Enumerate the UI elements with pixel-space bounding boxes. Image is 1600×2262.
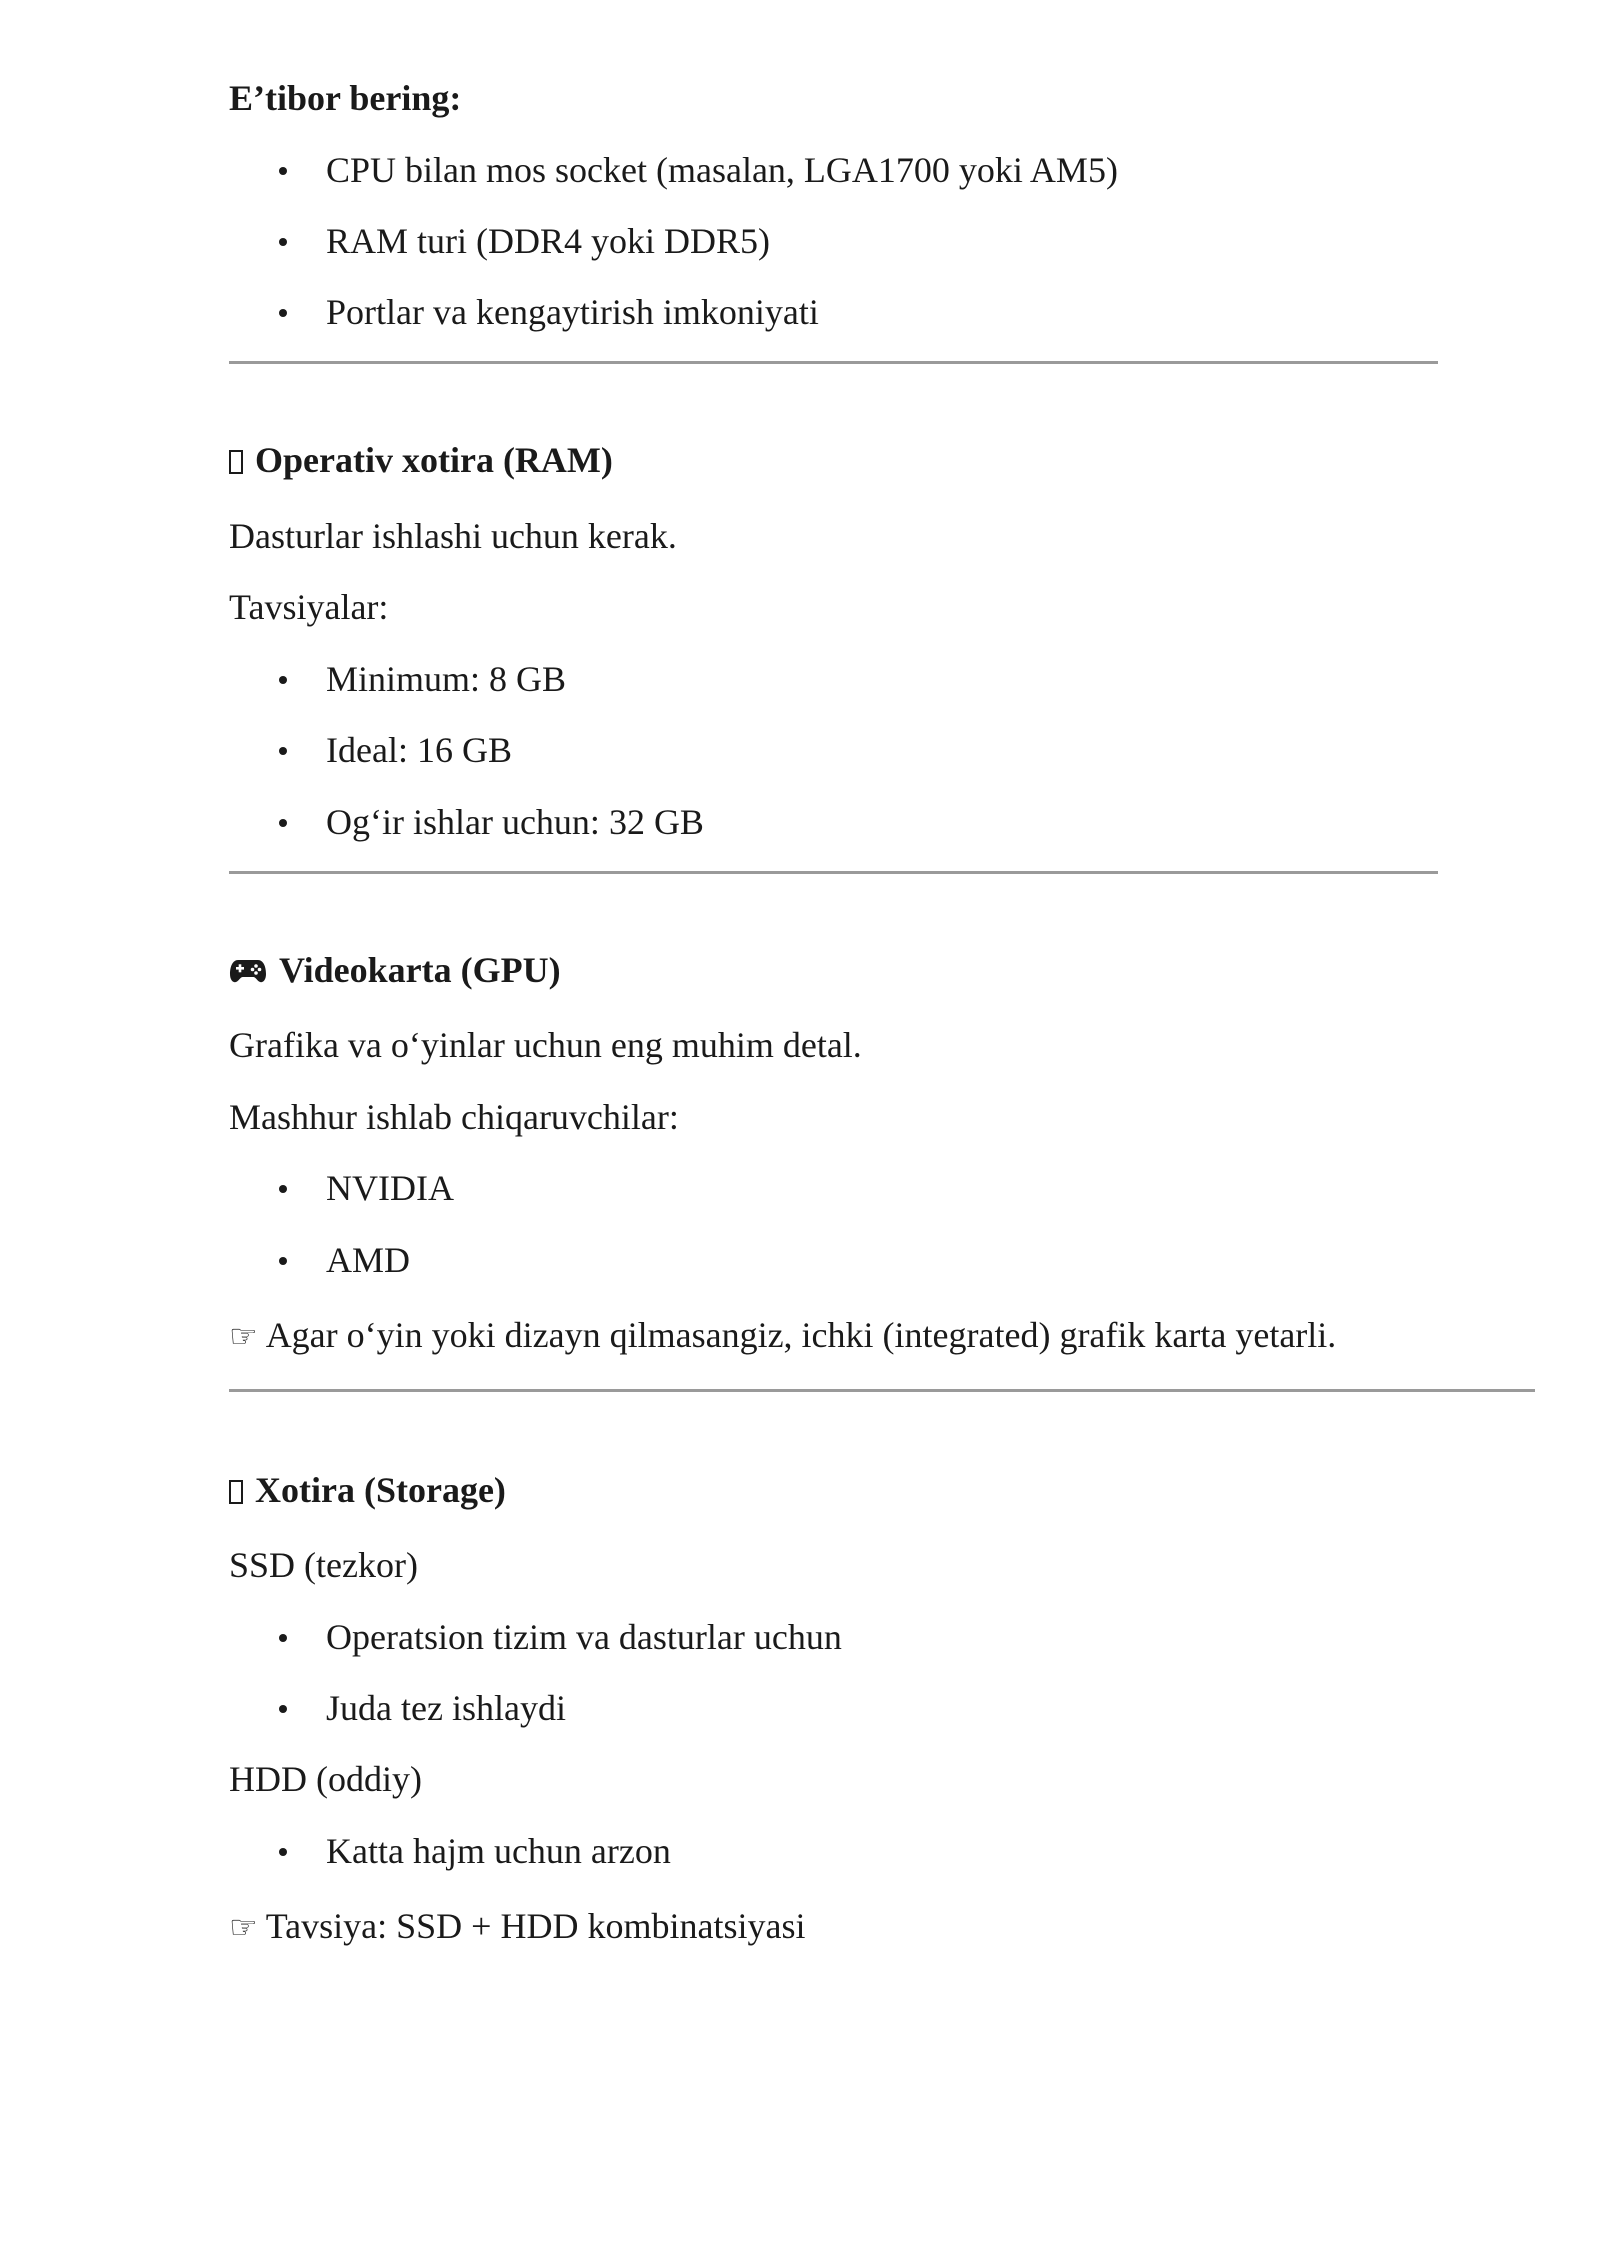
list-item: RAM turi (DDR4 yoki DDR5) xyxy=(326,221,771,261)
storage-tip xyxy=(229,1904,805,1949)
gpu-description: Grafika va o‘yinlar uchun eng muhim detal. xyxy=(229,1025,862,1065)
ssd-label: SSD (tezkor) xyxy=(229,1545,418,1585)
divider xyxy=(229,1389,1535,1392)
storage-tip-text: Tavsiya: SSD + HDD kombinatsiyasi xyxy=(265,1906,806,1946)
divider xyxy=(229,361,1438,364)
divider xyxy=(229,871,1438,874)
list-item: Og‘ir ishlar uchun: 32 GB xyxy=(326,802,704,842)
list-item: Juda tez ishlaydi xyxy=(326,1688,566,1728)
ram-subtitle: Tavsiyalar: xyxy=(229,587,389,627)
ram-heading xyxy=(229,438,613,482)
list-item: Portlar va kengaytirish imkoniyati xyxy=(326,292,819,332)
gamepad-icon xyxy=(229,958,267,984)
list-item: AMD xyxy=(326,1240,411,1280)
gpu-tip-text: Agar o‘yin yoki dizayn qilmasangiz, ichki (integrated) grafik karta yetarli. xyxy=(265,1315,1337,1355)
pointing-hand-icon: ☞ xyxy=(229,1317,258,1355)
list-item: Operatsion tizim va dasturlar uchun xyxy=(326,1617,842,1657)
gpu-heading xyxy=(229,948,561,992)
storage-title: Xotira (Storage) xyxy=(255,1470,506,1510)
list-item: Ideal: 16 GB xyxy=(326,730,512,770)
missing-glyph-icon xyxy=(229,1480,243,1504)
missing-glyph-icon xyxy=(229,450,243,474)
note-title: E’tibor bering: xyxy=(229,78,462,118)
gpu-tip xyxy=(229,1313,1336,1358)
list-item: CPU bilan mos socket (masalan, LGA1700 yoki AM5) xyxy=(326,150,1118,190)
pointing-hand-icon: ☞ xyxy=(229,1908,258,1946)
storage-heading xyxy=(229,1468,506,1512)
ram-description: Dasturlar ishlashi uchun kerak. xyxy=(229,516,677,556)
ram-title: Operativ xotira (RAM) xyxy=(255,440,613,480)
gpu-title: Videokarta (GPU) xyxy=(279,950,561,990)
hdd-label: HDD (oddiy) xyxy=(229,1759,422,1799)
list-item: Minimum: 8 GB xyxy=(326,659,567,699)
gpu-subtitle: Mashhur ishlab chiqaruvchilar: xyxy=(229,1097,679,1137)
list-item: Katta hajm uchun arzon xyxy=(326,1831,671,1871)
list-item: NVIDIA xyxy=(326,1168,454,1208)
